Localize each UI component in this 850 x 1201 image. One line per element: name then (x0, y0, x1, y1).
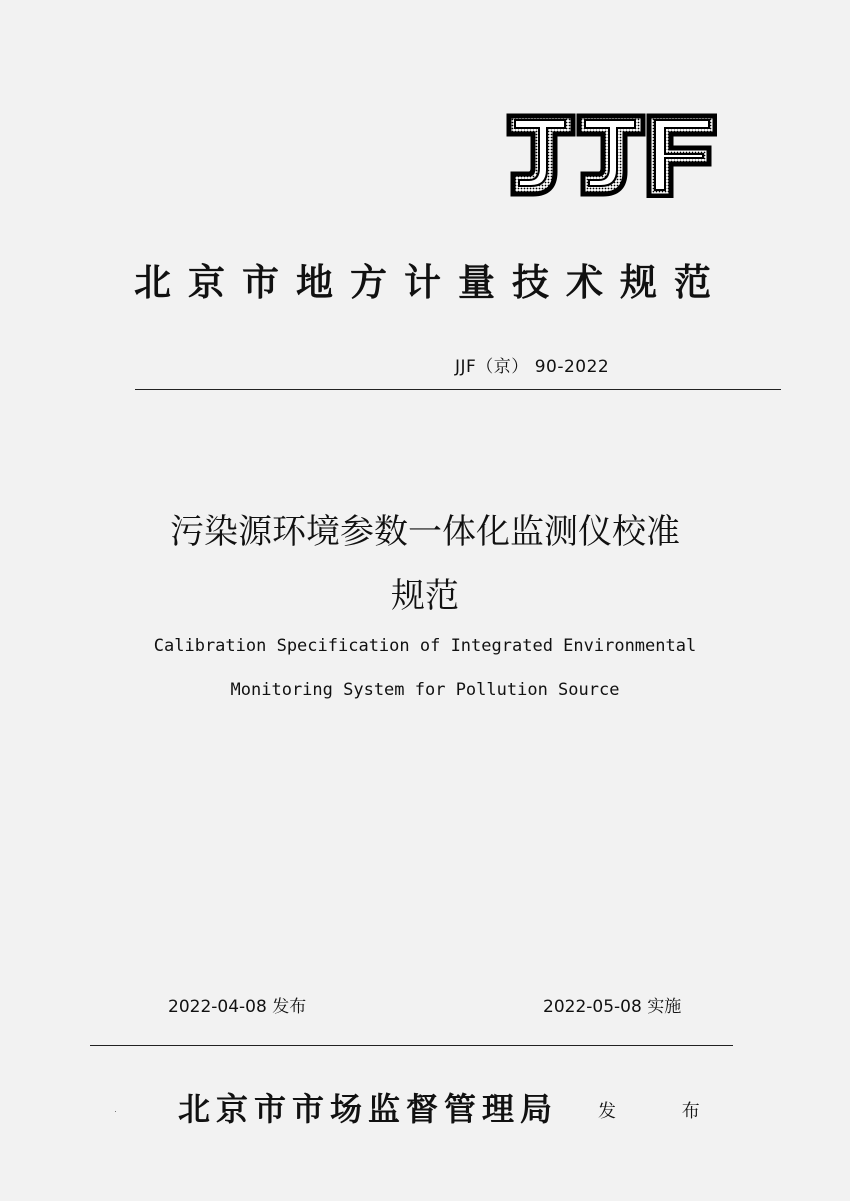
divider-bottom (90, 1045, 733, 1046)
divider-top (135, 389, 781, 390)
category-title: 北京市地方计量技术规范 (134, 261, 728, 304)
jjf-logo (505, 112, 717, 198)
publisher-name: 北京市市场监督管理局 (178, 1090, 559, 1128)
english-title-line1: Calibration Specification of Integrated Environmental (153, 636, 697, 656)
issue-date: 2022-04-08 发布 (168, 997, 307, 1017)
scan-speck (115, 1111, 116, 1112)
implementation-date: 2022-05-08 实施 (543, 997, 682, 1017)
english-title-line2: Monitoring System for Pollution Source (230, 680, 620, 700)
chinese-title-line2: 规范 (391, 576, 459, 616)
document-code: JJF（京） 90-2022 (455, 357, 610, 377)
chinese-title-line1: 污染源环境参数一体化监测仪校准 (170, 512, 680, 552)
publish-label: 发 布 (598, 1101, 730, 1122)
